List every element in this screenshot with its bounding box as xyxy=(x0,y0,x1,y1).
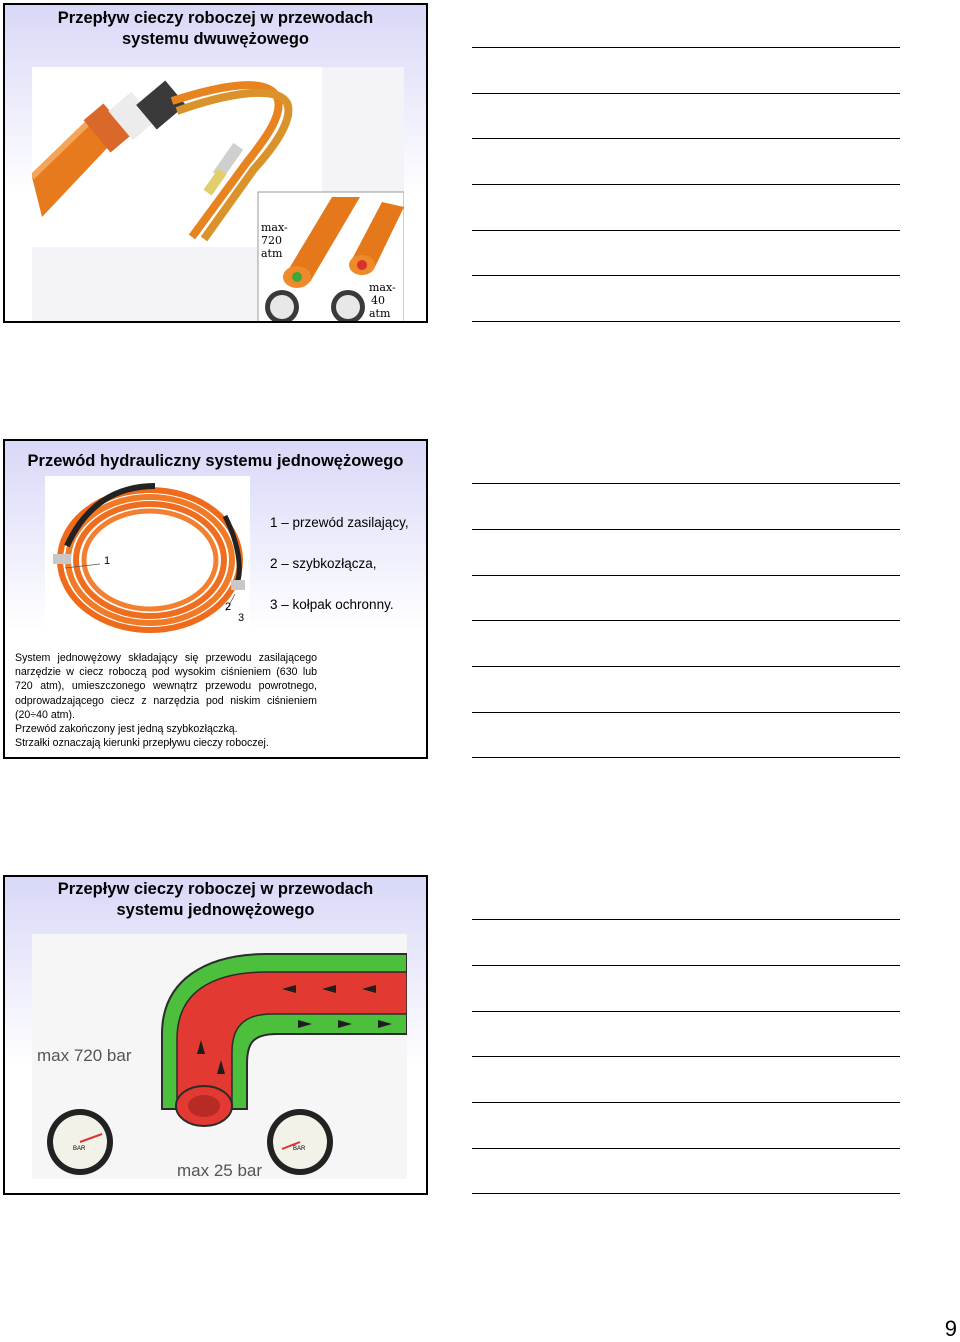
note-line xyxy=(472,919,900,920)
note-line xyxy=(472,620,900,621)
slide-2 xyxy=(3,439,428,759)
coiled-hose-image xyxy=(45,476,250,644)
note-line xyxy=(472,712,900,713)
body-paragraph-3: Strzałki oznaczają kierunki przepływu cieczy roboczej. xyxy=(15,737,269,750)
note-line xyxy=(472,1148,900,1149)
label-max-40-line-3: atm xyxy=(369,307,391,320)
slide-1-title xyxy=(5,8,426,50)
caption-protective-cap: 3 – kołpak ochronny. xyxy=(270,597,394,612)
page-number: 9 xyxy=(944,1316,957,1341)
note-line xyxy=(472,138,900,139)
note-line xyxy=(472,483,900,484)
label-max-720-line-3: atm xyxy=(261,247,283,260)
note-line xyxy=(472,965,900,966)
gauge-right-unit: BAR xyxy=(293,1146,306,1152)
note-line xyxy=(472,575,900,576)
slide-1-title-line-2: systemu dwuwężowego xyxy=(121,30,310,48)
label-max-720-line-2: 720 xyxy=(261,234,282,247)
gauge-left-unit: BAR xyxy=(73,1146,86,1152)
image-number-1: 1 xyxy=(104,555,111,567)
label-max-40-line-1: max- xyxy=(369,281,396,294)
slide-3-title xyxy=(5,879,426,921)
note-line xyxy=(472,1193,900,1194)
slide-3 xyxy=(3,875,428,1195)
label-max-40-line-2: 40 xyxy=(371,294,385,307)
body-paragraph-1: System jednowężowy składający się przewodu zasilającego narzędzie w ciecz roboczą pod wysokim ciśnieniem (630 lub 720 atm), umieszczonego wewnątrz przewodu powrotnego, odprowadzającego ciecz z narzędzia pod niskim ciśnieniem (20÷40 atm). xyxy=(15,652,317,721)
slide-1-title-line-1: Przepływ cieczy roboczej w przewodach xyxy=(57,9,374,27)
note-line xyxy=(472,184,900,185)
image-number-2: 2 xyxy=(225,601,232,613)
caption-quick-coupler: 2 – szybkozłącza, xyxy=(270,556,377,571)
label-max-25-bar: max 25 bar xyxy=(177,1161,263,1180)
slide-2-body xyxy=(15,651,317,750)
note-line xyxy=(472,230,900,231)
note-line xyxy=(472,275,900,276)
slide-3-title-line-2: systemu jednowężowego xyxy=(116,901,315,919)
caption-supply-hose: 1 – przewód zasilający, xyxy=(270,515,409,530)
note-line xyxy=(472,666,900,667)
label-max-720-line-1: max- xyxy=(261,221,288,234)
note-line xyxy=(472,321,900,322)
twin-hose-image xyxy=(32,67,404,322)
slide-2-title: Przewód hydrauliczny systemu jednowężowego xyxy=(27,452,404,470)
note-line xyxy=(472,1056,900,1057)
note-line xyxy=(472,1102,900,1103)
note-line xyxy=(472,1011,900,1012)
body-paragraph-2: Przewód zakończony jest jedną szybkozłączką. xyxy=(15,723,238,736)
note-line xyxy=(472,47,900,48)
slide-3-title-line-1: Przepływ cieczy roboczej w przewodach xyxy=(57,880,374,898)
note-line xyxy=(472,529,900,530)
label-max-720-bar: max 720 bar xyxy=(37,1046,132,1065)
slide-1 xyxy=(3,3,428,323)
note-line xyxy=(472,757,900,758)
image-number-3: 3 xyxy=(238,612,245,624)
note-line xyxy=(472,93,900,94)
